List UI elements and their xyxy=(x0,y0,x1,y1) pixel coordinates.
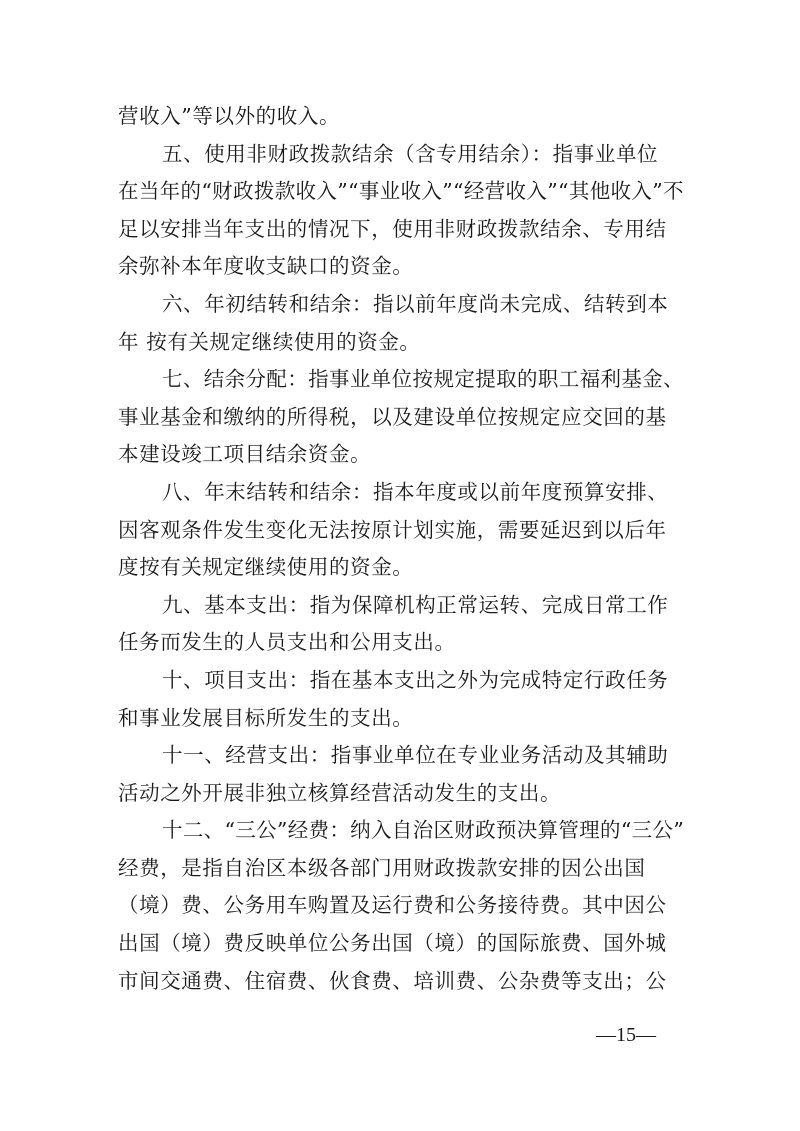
text-line: 在当年的“财政拨款收入”“事业收入”“经营收入”“其他收入”不 xyxy=(118,179,684,204)
text-line: 八、年末结转和结余：指本年度或以前年度预算安排、 xyxy=(162,479,669,504)
text-line: 活动之外开展非独立核算经营活动发生的支出。 xyxy=(118,780,562,805)
text-line: 营收入”等以外的收入。 xyxy=(118,104,341,128)
page-number: —15— xyxy=(596,1024,656,1046)
text-line: 九、基本支出：指为保障机构正常运转、完成日常工作 xyxy=(162,592,669,617)
text-line: 经费，是指自治区本级各部门用财政拨款安排的因公出国 xyxy=(118,855,646,880)
text-line: 五、使用非财政拨款结余（含专用结余）：指事业单位 xyxy=(162,141,659,166)
text-line: 十一、经营支出：指事业单位在专业业务活动及其辅助 xyxy=(162,743,669,768)
text-line: 市间交通费、住宿费、伙食费、培训费、公杂费等支出；公 xyxy=(118,968,667,993)
text-line: 十二、“三公”经费：纳入自治区财政预决算管理的“三公” xyxy=(162,818,685,843)
text-line: 出国（境）费反映单位公务出国（境）的国际旅费、国外城 xyxy=(118,931,667,956)
text-line: 本建设竣工项目结余资金。 xyxy=(118,442,372,467)
text-line: 余弥补本年度收支缺口的资金。 xyxy=(118,254,414,279)
text-line: 因客观条件发生变化无法按原计划实施，需要延迟到以后年 xyxy=(118,517,667,542)
text-line: 任务而发生的人员支出和公用支出。 xyxy=(118,630,456,655)
text-line: 度按有关规定继续使用的资金。 xyxy=(118,555,414,580)
text-line: 十、项目支出：指在基本支出之外为完成特定行政任务 xyxy=(162,667,669,692)
document-body xyxy=(118,98,684,1000)
text-line: 七、结余分配：指事业单位按规定提取的职工福利基金、 xyxy=(162,367,684,392)
text-line: 事业基金和缴纳的所得税，以及建设单位按规定应交回的基 xyxy=(118,404,667,429)
text-line: （境）费、公务用车购置及运行费和公务接待费。其中因公 xyxy=(118,893,667,918)
text-line: 六、年初结转和结余：指以前年度尚未完成、结转到本 xyxy=(162,291,669,316)
text-line: 和事业发展目标所发生的支出。 xyxy=(118,705,414,730)
text-line: 足以安排当年支出的情况下，使用非财政拨款结余、专用结 xyxy=(118,216,667,241)
text-line: 年 按有关规定继续使用的资金。 xyxy=(118,329,421,354)
text-block xyxy=(118,98,684,1000)
